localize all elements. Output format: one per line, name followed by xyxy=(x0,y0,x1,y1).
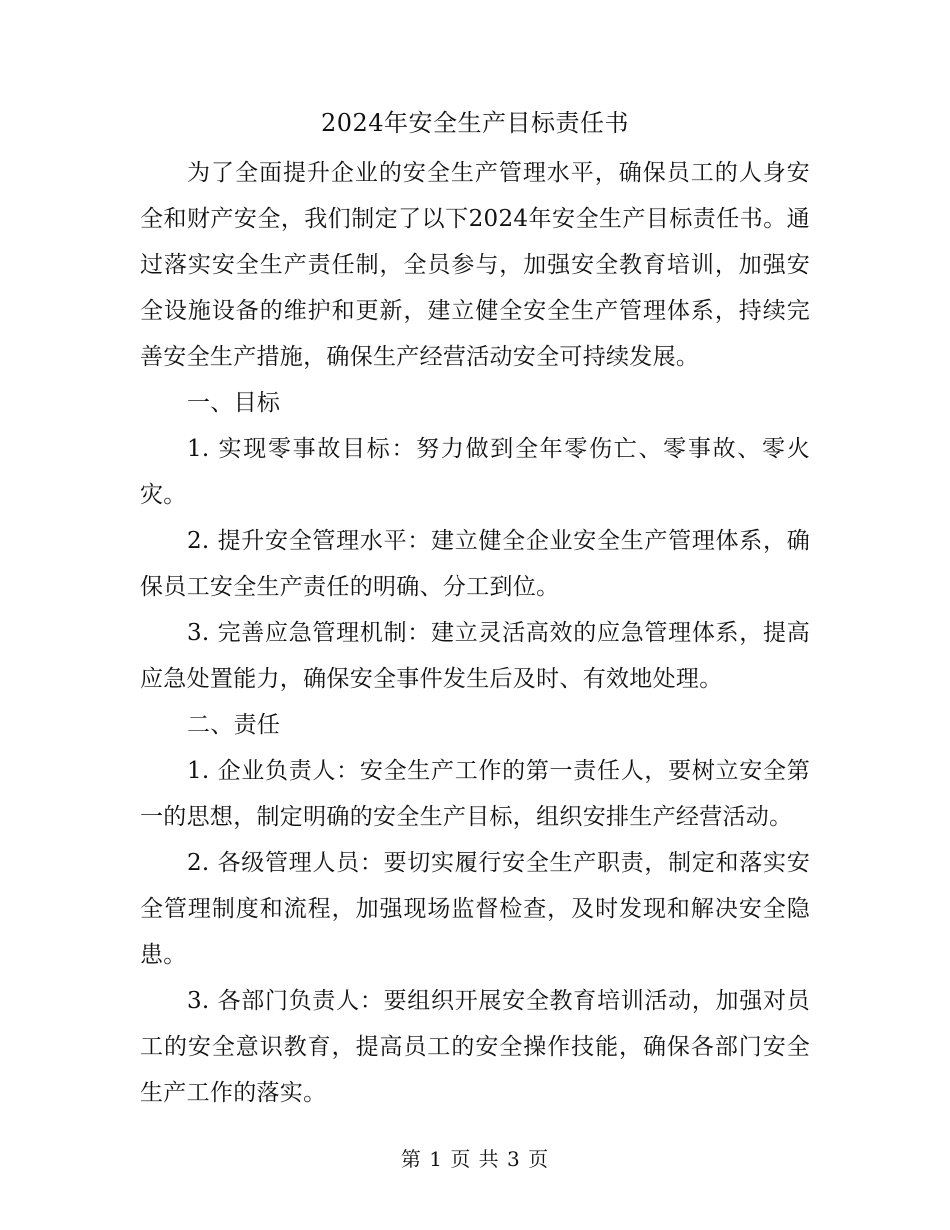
section-heading-goals: 一、目标 xyxy=(187,390,281,416)
responsibility-item-3: 3. 各部门负责人：要组织开展安全教育培训活动，加强对员工的安全意识教育，提高员工的安全操作技能，确保各部门安全生产工作的落实。 xyxy=(140,988,810,1106)
goal-item-3: 3. 完善应急管理机制：建立灵活高效的应急管理体系，提高应急处置能力，确保安全事件发生后及时、有效地处理。 xyxy=(140,620,810,692)
responsibility-item-1: 1. 企业负责人：安全生产工作的第一责任人，要树立安全第一的思想，制定明确的安全生产目标，组织安排生产经营活动。 xyxy=(140,758,810,830)
section-heading-responsibility: 二、责任 xyxy=(187,712,281,738)
responsibility-item-2: 2. 各级管理人员：要切实履行安全生产职责，制定和落实安全管理制度和流程，加强现场监督检查，及时发现和解决安全隐患。 xyxy=(140,850,810,968)
intro-paragraph: 为了全面提升企业的安全生产管理水平，确保员工的人身安全和财产安全，我们制定了以下2024年安全生产目标责任书。通过落实安全生产责任制，全员参与，加强安全教育培训，加强安全设施设备的维护和更新，建立健全安全生产管理体系，持续完善安全生产措施，确保生产经营活动安全可持续发展。 xyxy=(140,160,810,370)
document-title: 2024年安全生产目标责任书 xyxy=(320,109,630,137)
document-body xyxy=(140,150,810,1116)
goal-item-1: 1. 实现零事故目标：努力做到全年零伤亡、零事故、零火灾。 xyxy=(140,436,810,508)
page-footer: 第 1 页 共 3 页 xyxy=(400,1147,550,1171)
goal-item-2: 2. 提升安全管理水平：建立健全企业安全生产管理体系，确保员工安全生产责任的明确、分工到位。 xyxy=(140,528,810,600)
